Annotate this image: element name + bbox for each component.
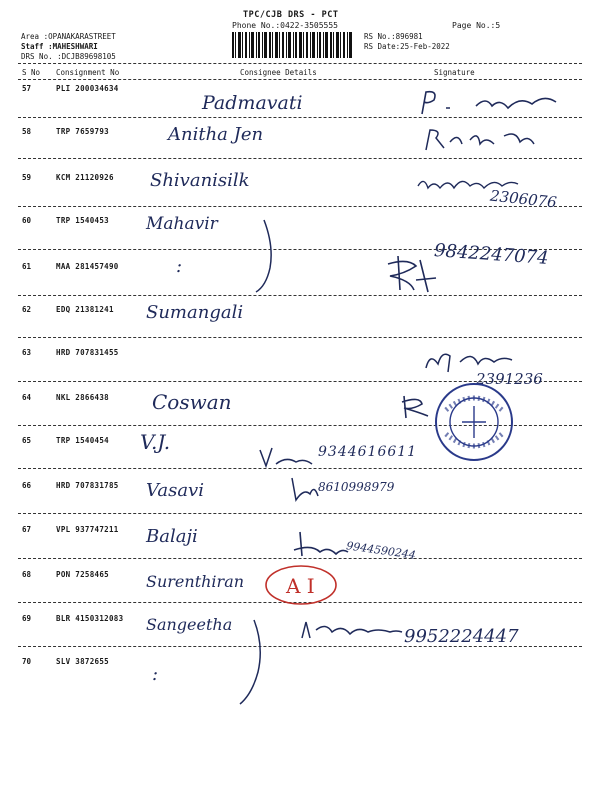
row-number: 69 [22, 614, 32, 623]
staff-label: Staff :MAHESHWARI [21, 42, 98, 51]
row-rule [18, 513, 582, 514]
consignment-number: KCM 21120926 [56, 173, 114, 182]
signature-row-66 [286, 474, 322, 506]
consignee-phone: 2306076 [489, 186, 558, 212]
phone-number: Phone No.:0422-3505555 [232, 21, 338, 30]
consignment-number: NKL 2866438 [56, 393, 109, 402]
row-rule [18, 158, 582, 159]
signature-row-58 [420, 126, 540, 154]
consignee-name: Mahavir [146, 214, 218, 234]
consignee-phone: 2391236 [476, 370, 543, 388]
consignment-number: PLI 200034634 [56, 84, 119, 93]
consignee-phone: 9344616611 [318, 444, 418, 460]
consignment-number: TRP 7659793 [56, 127, 109, 136]
header-rule [18, 63, 582, 64]
row-rule [18, 295, 582, 296]
page-number: Page No.:5 [452, 21, 501, 30]
row-number: 59 [22, 173, 32, 182]
circled-annotation [262, 562, 340, 608]
row-number: 64 [22, 393, 32, 402]
row-rule [18, 206, 582, 207]
consignee-phone: 9944590244 [345, 539, 417, 562]
consignee-name: Padmavati [202, 92, 303, 114]
column-rule [18, 79, 582, 80]
row-rule [18, 337, 582, 338]
column-sno: S No [22, 68, 41, 77]
row-number: 60 [22, 216, 32, 225]
consignee-phone: 9842247074 [433, 240, 550, 269]
row-number: 65 [22, 436, 32, 445]
rs-date: RS Date:25-Feb-2022 [364, 42, 450, 51]
signature-row-57 [416, 88, 566, 118]
rs-number: RS No.:896981 [364, 32, 423, 41]
row-number: 68 [22, 570, 32, 579]
consignment-number: TRP 1540453 [56, 216, 109, 225]
consignment-number: HRD 707831785 [56, 481, 119, 490]
consignment-number: MAA 281457490 [56, 262, 119, 271]
row-number: 63 [22, 348, 32, 357]
consignee-phone: 9952224447 [404, 626, 519, 647]
sheet-title: TPC/CJB DRS - PCT [243, 10, 339, 20]
column-signature: Signature [434, 68, 475, 77]
signature-row-64 [398, 392, 434, 422]
row-number: 58 [22, 127, 32, 136]
column-consignee: Consignee Details [240, 68, 317, 77]
bracket-mark [250, 216, 290, 296]
row-number: 62 [22, 305, 32, 314]
row-number: 57 [22, 84, 32, 93]
signature-row-67 [292, 528, 352, 564]
consignee-name: Anitha Jen [168, 124, 264, 145]
consignee-name: Sangeetha [146, 615, 233, 634]
consignment-number: TRP 1540454 [56, 436, 109, 445]
signature-row-63 [420, 346, 520, 376]
consignee-name: Surenthiran [146, 572, 245, 591]
consignment-number: SLV 3872655 [56, 657, 109, 666]
row-number: 61 [22, 262, 32, 271]
company-stamp-icon [432, 380, 516, 464]
barcode-icon [232, 32, 354, 58]
circled-text: A I [286, 574, 315, 598]
ditto-mark: : [176, 256, 183, 277]
signature-row-61 [380, 250, 440, 298]
column-consignment: Consignment No [56, 68, 120, 77]
row-number: 67 [22, 525, 32, 534]
consignee-name: Vasavi [146, 480, 204, 501]
consignee-phone: 8610998979 [318, 480, 395, 494]
consignee-name: Coswan [152, 390, 232, 414]
consignee-name: Shivanisilk [150, 170, 250, 191]
bracket-mark [232, 616, 272, 708]
signature-row-69 [296, 616, 406, 646]
consignment-number: PON 7258465 [56, 570, 109, 579]
row-number: 70 [22, 657, 32, 666]
ditto-mark: : [152, 664, 159, 685]
signature-row-65 [256, 442, 316, 472]
drs-number: DRS No. :DCJB89698105 [21, 52, 116, 61]
consignment-number: EDQ 21381241 [56, 305, 114, 314]
consignee-name: Balaji [146, 526, 198, 547]
signature-row-59 [414, 172, 524, 196]
consignee-name: Sumangali [146, 302, 244, 323]
consignee-name: V.J. [140, 430, 171, 454]
area-label: Area :OPANAKARASTREET [21, 32, 116, 41]
row-number: 66 [22, 481, 32, 490]
consignment-number: HRD 707831455 [56, 348, 119, 357]
consignment-number: BLR 4150312083 [56, 614, 124, 623]
consignment-number: VPL 937747211 [56, 525, 119, 534]
